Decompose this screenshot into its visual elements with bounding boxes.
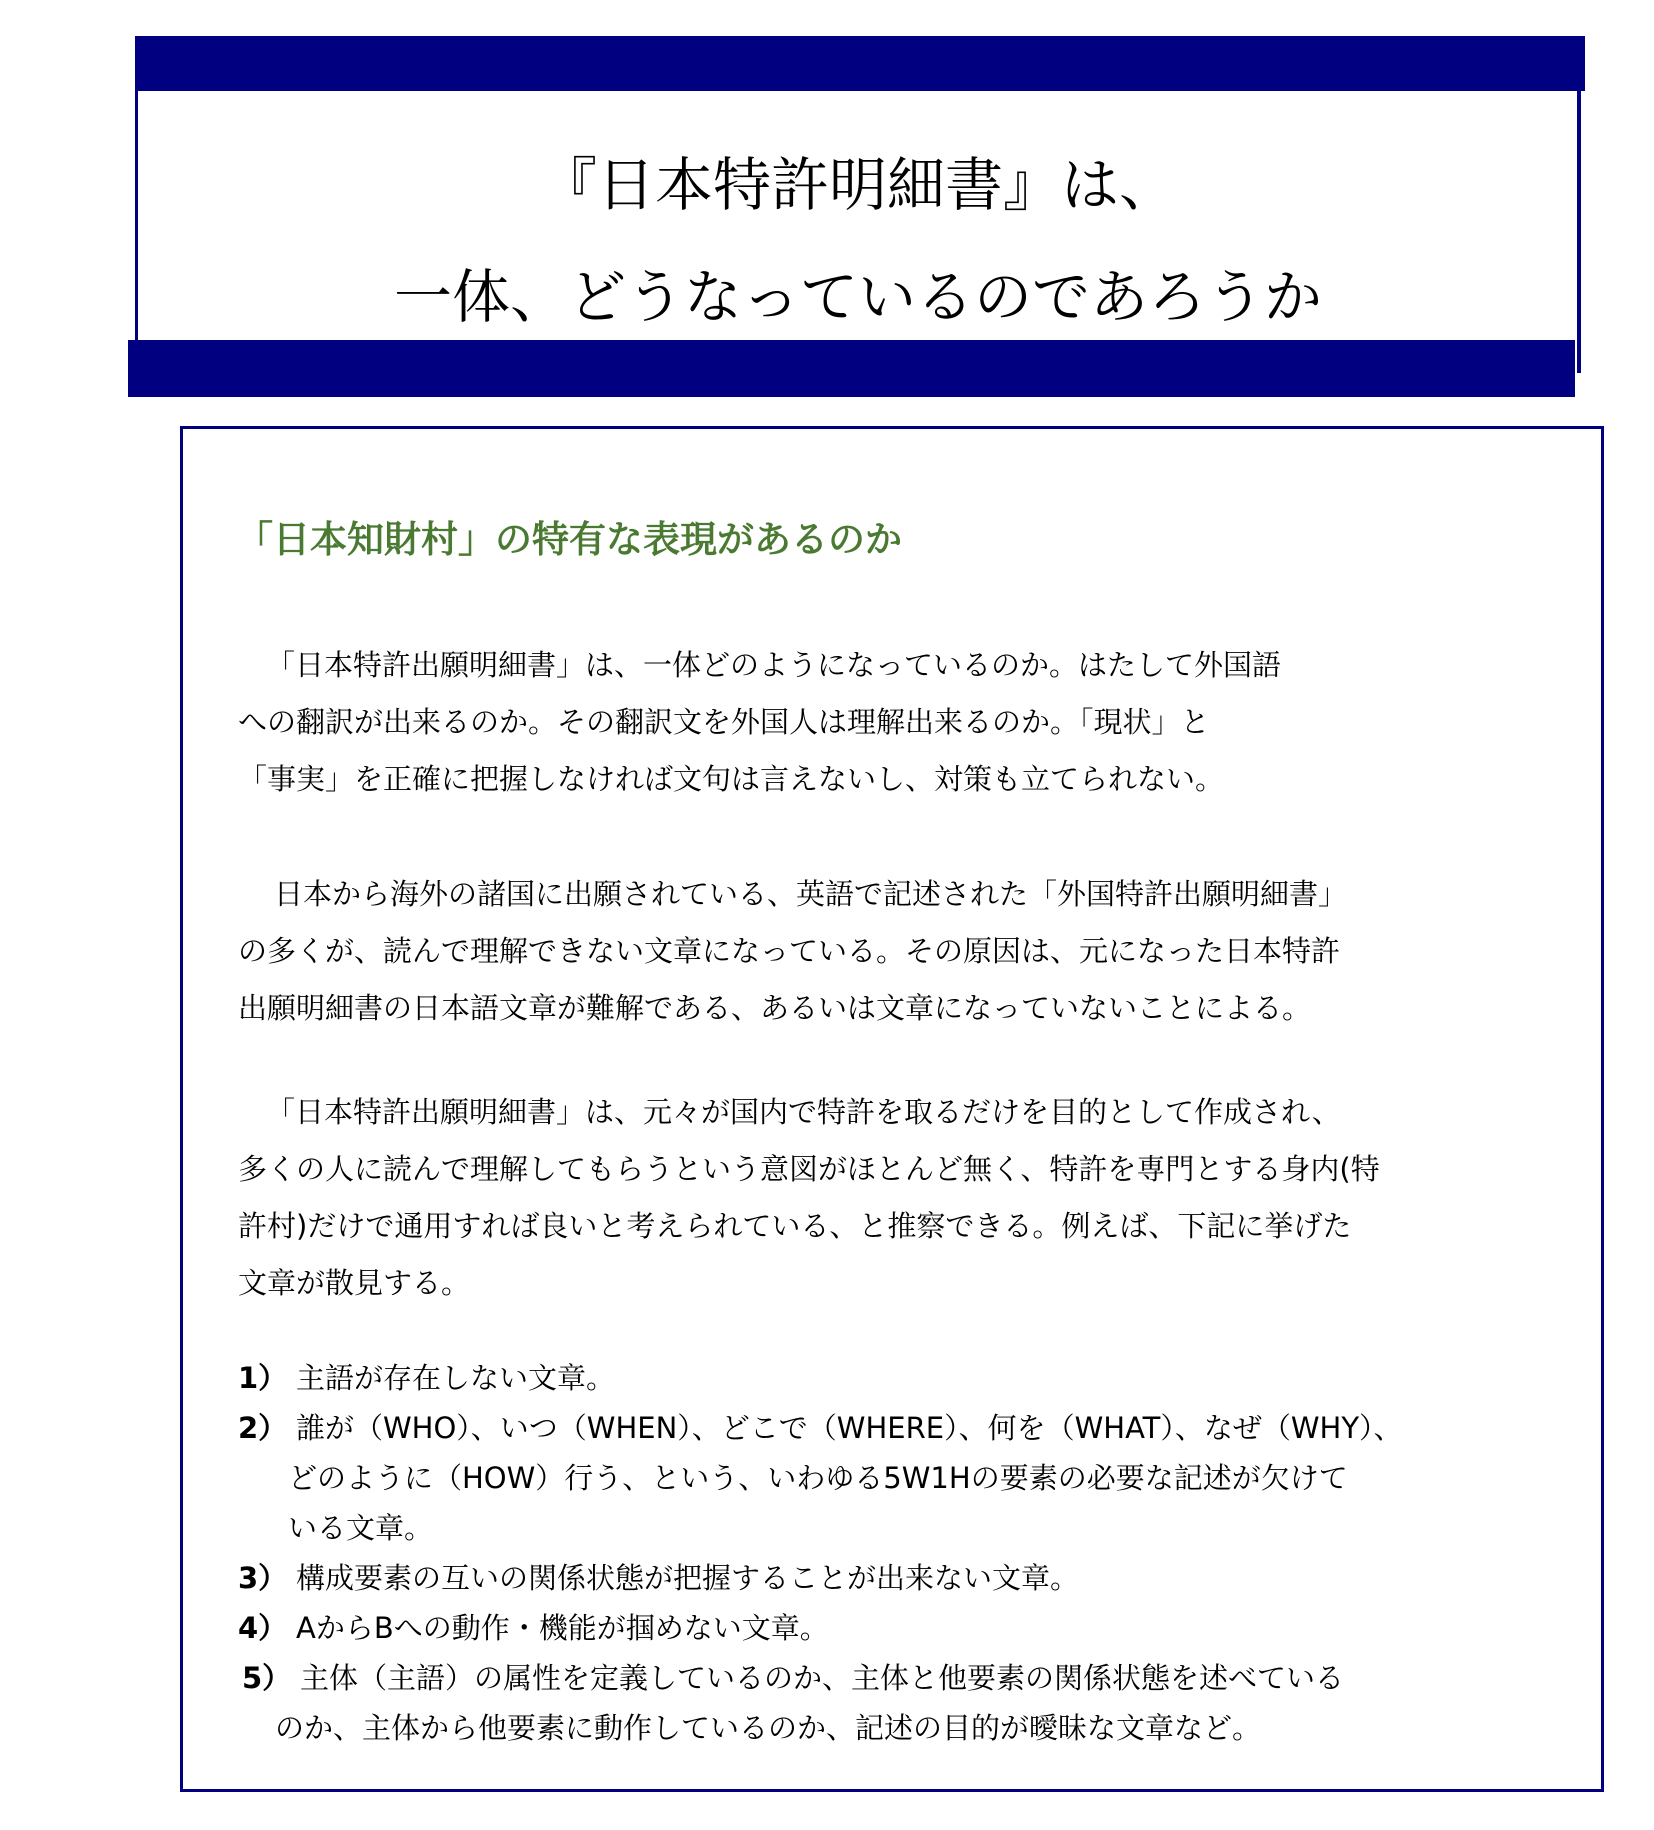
paragraph-line: 多くの人に読んで理解してもらうという意図がほとんど無く、特許を専門とする身内(特 bbox=[238, 1152, 1380, 1186]
paragraph-line: 許村)だけで通用すれば良いと考えられている、と推察できる。例えば、下記に挙げた bbox=[238, 1209, 1352, 1243]
list-item-number: 5） bbox=[242, 1661, 292, 1695]
section-heading: 「日本知財村」の特有な表現があるのか bbox=[236, 518, 902, 561]
list-item bbox=[238, 1403, 1478, 1553]
list-item bbox=[238, 1603, 1478, 1653]
paragraph-3 bbox=[238, 1084, 1468, 1312]
title-bar-bottom bbox=[128, 340, 1575, 397]
list-item-text: 誰が（WHO）、いつ（WHEN）、どこで（WHERE）、何を（WHAT）、なぜ（WHY）、 bbox=[296, 1411, 1403, 1445]
list-item-text: 構成要素の互いの関係状態が把握することが出来ない文章。 bbox=[296, 1561, 1080, 1595]
list-item-text: 主語が存在しない文章。 bbox=[296, 1361, 616, 1395]
paragraph-2 bbox=[238, 866, 1468, 1037]
list-item-number: 4） bbox=[238, 1611, 288, 1645]
list-item-text: 主体（主語）の属性を定義しているのか、主体と他要素の関係状態を述べている bbox=[300, 1661, 1345, 1695]
list-item bbox=[238, 1353, 1478, 1403]
paragraph-line: 日本から海外の諸国に出願されている、英語で記述された「外国特許出願明細書」 bbox=[274, 877, 1348, 911]
paragraph-line: 文章が散見する。 bbox=[238, 1266, 471, 1300]
list-item-text: AからBへの動作・機能が掴めない文章。 bbox=[296, 1611, 829, 1645]
title-bar-top bbox=[135, 36, 1585, 91]
page-title-line-2: 一体、どうなっているのであろうか bbox=[393, 263, 1322, 331]
list-item bbox=[238, 1553, 1478, 1603]
list-item-number: 1） bbox=[238, 1361, 288, 1395]
paragraph-1 bbox=[238, 637, 1468, 808]
list-item-text: いる文章。 bbox=[288, 1511, 434, 1545]
paragraph-line: の多くが、読んで理解できない文章になっている。その原因は、元になった日本特許 bbox=[238, 934, 1341, 968]
list-item-text: どのように（HOW）行う、という、いわゆる5W1Hの要素の必要な記述が欠けて bbox=[288, 1461, 1348, 1495]
paragraph-line: 「日本特許出願明細書」は、元々が国内で特許を取るだけを目的として作成され、 bbox=[266, 1095, 1341, 1129]
list-item-number: 2） bbox=[238, 1411, 288, 1445]
page-title-line-1: 『日本特許明細書』は、 bbox=[538, 151, 1177, 219]
list-item-number: 3） bbox=[238, 1561, 288, 1595]
paragraph-line: 出願明細書の日本語文章が難解である、あるいは文章になっていないことによる。 bbox=[238, 991, 1312, 1025]
paragraph-line: 「事実」を正確に把握しなければ文句は言えないし、対策も立てられない。 bbox=[238, 762, 1225, 796]
paragraph-line: 「日本特許出願明細書」は、一体どのようになっているのか。はたして外国語 bbox=[266, 648, 1282, 682]
list-item bbox=[238, 1653, 1478, 1753]
paragraph-line: への翻訳が出来るのか。その翻訳文を外国人は理解出来るのか。「現状」と bbox=[238, 705, 1210, 739]
issue-list bbox=[238, 1353, 1478, 1753]
list-item-text: のか、主体から他要素に動作しているのか、記述の目的が曖昧な文章など。 bbox=[275, 1711, 1262, 1745]
